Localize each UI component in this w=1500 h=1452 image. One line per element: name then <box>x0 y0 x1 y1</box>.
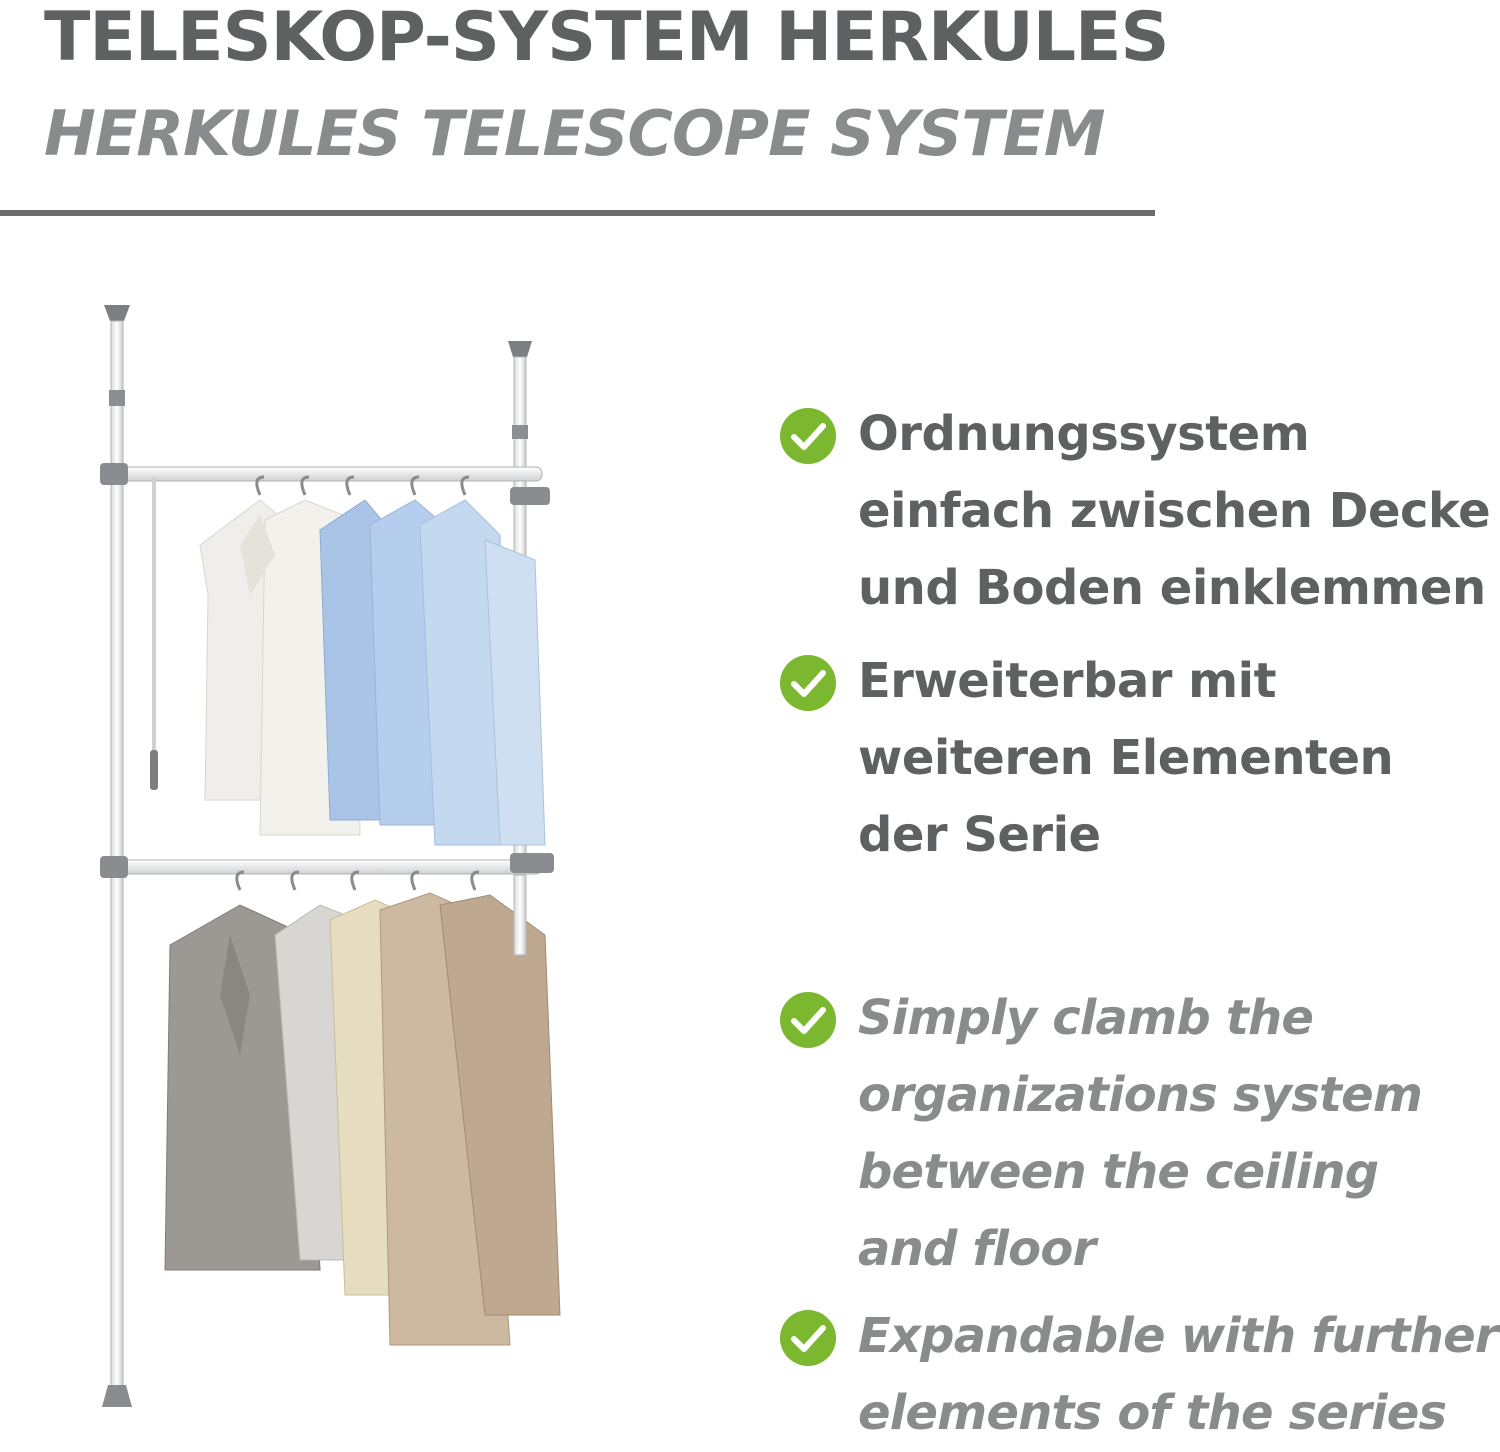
feature-line: Expandable with further <box>858 1308 1498 1364</box>
feature-text <box>858 396 1490 627</box>
feature-line: Simply clamb the <box>858 990 1314 1046</box>
check-circle-icon <box>778 653 838 713</box>
feature-line: elements of the series <box>858 1385 1447 1441</box>
feature-line: und Boden einklemmen <box>858 560 1486 616</box>
check-circle-icon <box>778 990 838 1050</box>
feature-text <box>858 643 1393 874</box>
feature-line: between the ceiling <box>858 1144 1379 1200</box>
feature-item-de-2 <box>778 643 1498 874</box>
feature-item-en-2 <box>778 1298 1498 1441</box>
product-image-telescope-rack <box>90 295 580 1425</box>
header-divider <box>0 210 1155 216</box>
feature-text <box>858 980 1422 1288</box>
feature-line: weiteren Elementen <box>858 730 1394 786</box>
jackets <box>165 893 560 1345</box>
feature-line: Ordnungssystem <box>858 406 1310 462</box>
feature-line: der Serie <box>858 807 1101 863</box>
feature-line: and floor <box>858 1221 1096 1277</box>
check-circle-icon <box>778 1308 838 1368</box>
feature-line: organizations system <box>858 1067 1423 1123</box>
feature-line: Erweiterbar mit <box>858 653 1277 709</box>
feature-line: einfach zwischen Decke <box>858 483 1491 539</box>
title-english: HERKULES TELESCOPE SYSTEM <box>44 97 1105 170</box>
feature-item-en-1 <box>778 980 1498 1288</box>
blue-shirts <box>320 500 545 845</box>
feature-item-de-1 <box>778 396 1498 627</box>
title-german: TELESKOP-SYSTEM HERKULES <box>44 0 1169 77</box>
check-circle-icon <box>778 406 838 466</box>
lower-rail <box>100 853 554 878</box>
feature-text <box>858 1298 1498 1452</box>
